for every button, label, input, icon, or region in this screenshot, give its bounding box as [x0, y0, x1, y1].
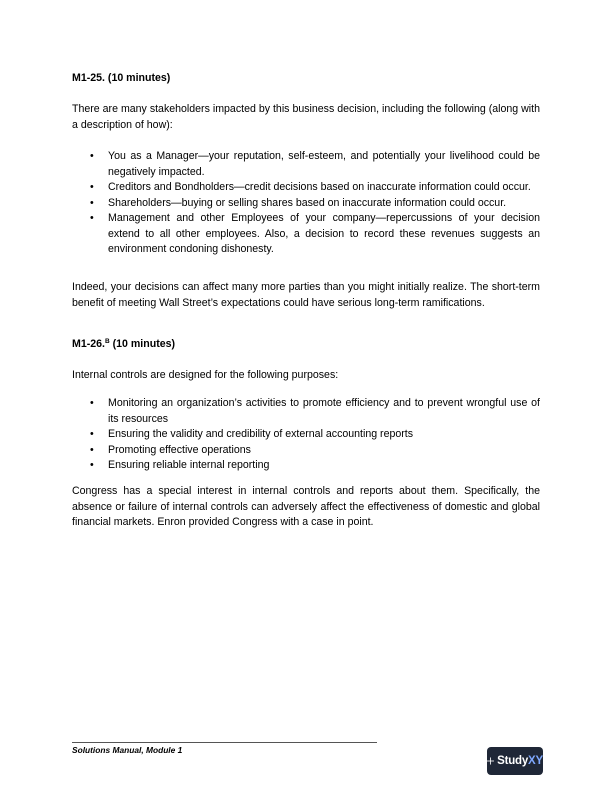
section-1-list [72, 149, 540, 258]
footer-text: Solutions Manual, Module 1 [72, 745, 183, 755]
section-2-heading-superscript: B [104, 338, 110, 345]
footer-divider [72, 742, 377, 743]
logo-wordmark [497, 755, 543, 767]
bullet-icon: • [90, 150, 94, 162]
list-item [72, 180, 540, 196]
studyxy-logo [487, 747, 543, 775]
bullet-icon: • [90, 212, 94, 224]
list-item-text: Management and other Employees of your company—repercussions of your decision extend to all other employees. Also, a decision to record these revenues suggests an environment condoning dishonesty. [108, 212, 540, 255]
list-item-text: Monitoring an organization’s activities to promote efficiency and to prevent wrongful use of its resources [108, 397, 540, 425]
list-item-text: Shareholders—buying or selling shares based on inaccurate information could occur. [108, 196, 507, 209]
section-2-list [72, 396, 540, 474]
section-1-heading: M1-25. (10 minutes) [72, 72, 171, 84]
section-2-conclusion: Congress has a special interest in internal controls and reports about them. Specifically, the absence or failure of internal controls can adversely affect the effectiveness of domestic and global financial markets. Enron provided Congress with a case in point. [72, 485, 540, 528]
section-2-heading-tail: (10 minutes) [109, 338, 176, 350]
list-item-text: You as a Manager—your reputation, self-esteem, and potentially your livelihood could be negatively impacted. [108, 150, 540, 178]
logo-word-main: Study [497, 755, 529, 767]
section-2-conclusion-block [72, 484, 540, 531]
list-item [72, 396, 540, 427]
section-1 [72, 71, 540, 87]
section-1-list-block [72, 149, 540, 258]
section-2 [72, 337, 540, 353]
list-item-text: Promoting effective operations [108, 443, 251, 456]
logo-word-accent: XY [528, 755, 543, 767]
section-2-intro-block [72, 368, 540, 384]
section-2-heading [72, 337, 540, 353]
bullet-icon: • [90, 443, 94, 456]
list-item [72, 211, 540, 258]
plus-icon [487, 755, 494, 767]
section-2-heading-main: M1-26. [72, 338, 105, 350]
list-item-text: Ensuring the validity and credibility of external accounting reports [108, 428, 414, 440]
section-2-list-block [72, 396, 540, 474]
section-2-intro: Internal controls are designed for the following purposes: [72, 369, 339, 381]
list-item-text: Ensuring reliable internal reporting [108, 459, 270, 471]
section-1-conclusion: Indeed, your decisions can affect many more parties than you might initially realize. The short-term benefit of meeting Wall Street’s expectations could have serious long-term ramifications. [72, 281, 540, 309]
list-item [72, 458, 540, 474]
bullet-icon: • [90, 397, 94, 409]
section-1-intro: There are many stakeholders impacted by this business decision, including the following (along with a description of how): [72, 103, 540, 131]
list-item [72, 149, 540, 180]
list-item [72, 427, 540, 443]
list-item [72, 196, 540, 212]
list-item [72, 443, 540, 459]
section-1-intro-block [72, 102, 540, 133]
bullet-icon: • [90, 428, 94, 440]
bullet-icon: • [90, 459, 94, 471]
section-1-conclusion-block [72, 280, 540, 311]
bullet-icon: • [90, 196, 94, 209]
bullet-icon: • [90, 181, 94, 193]
list-item-text: Creditors and Bondholders—credit decisions based on inaccurate information could occur. [108, 181, 531, 193]
